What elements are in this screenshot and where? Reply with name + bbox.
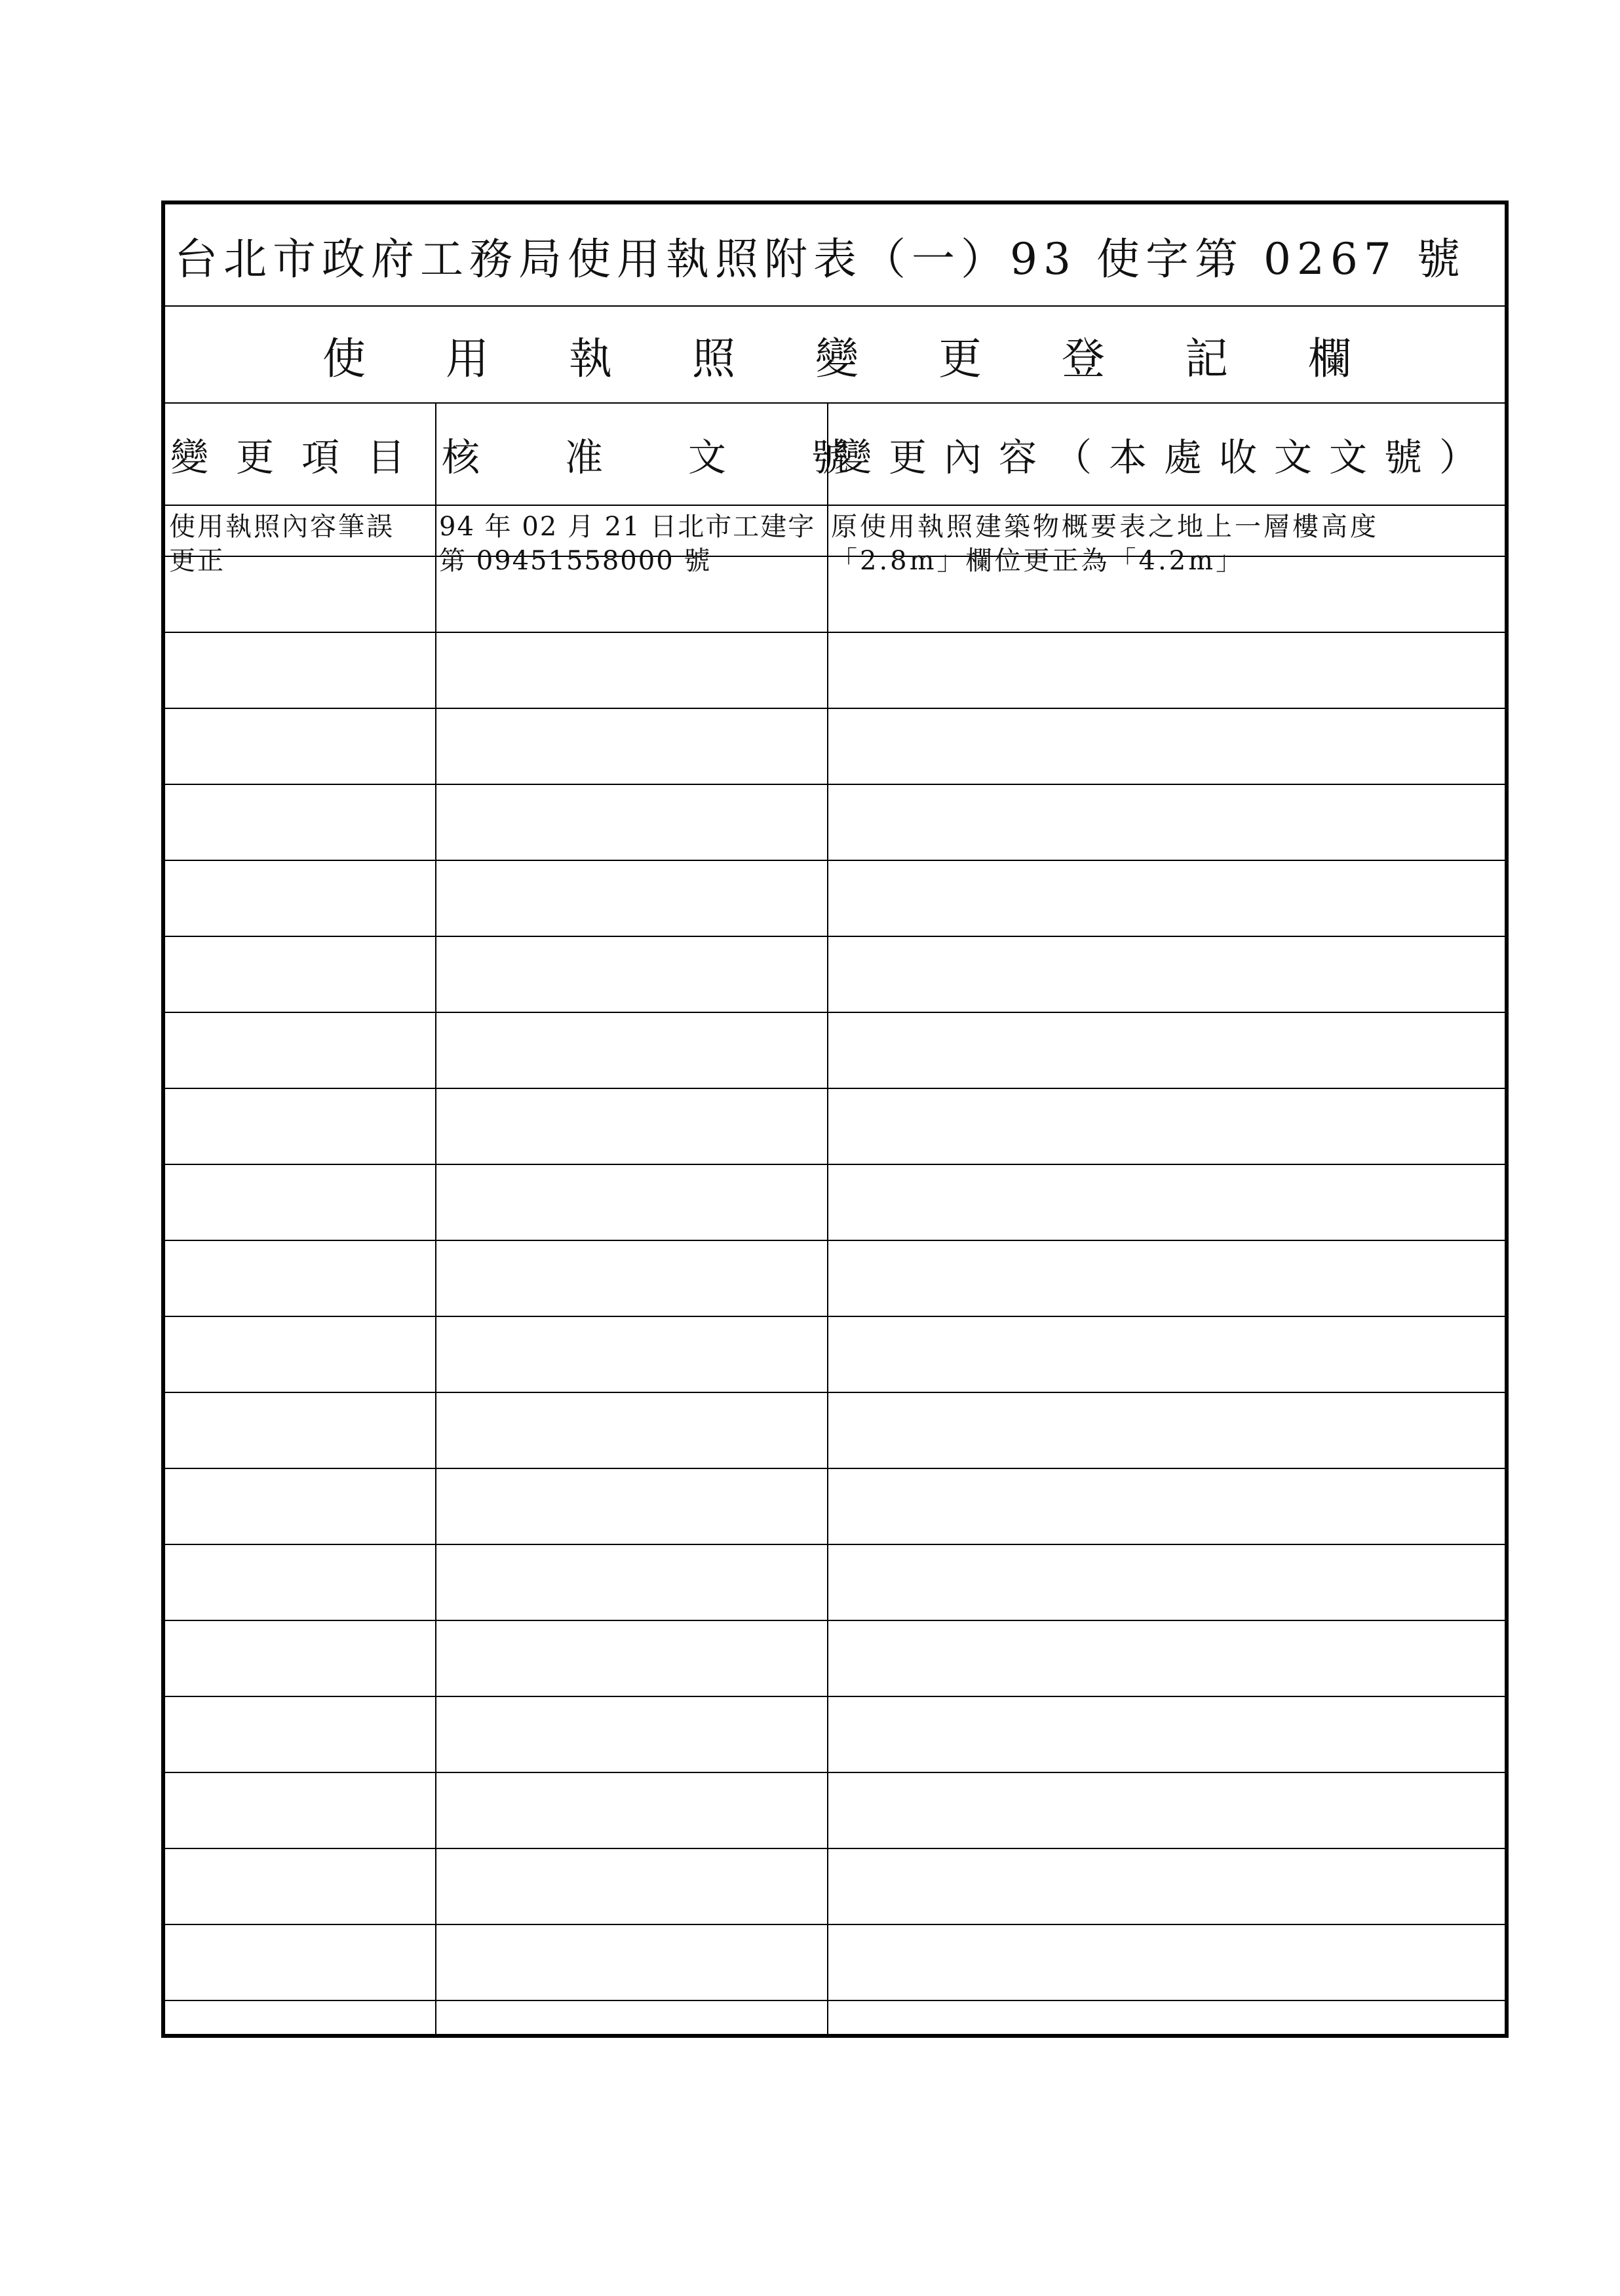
cell-approval-number — [435, 1165, 827, 1240]
cell-change-item: 使用執照內容筆誤 更正 — [169, 512, 395, 576]
cell-change-item — [165, 633, 435, 708]
cell-change-item — [165, 1393, 435, 1468]
column-header-change-item: 變更項目 — [170, 435, 433, 480]
table-row — [165, 1545, 1505, 1621]
cell-change-item — [165, 1165, 435, 1240]
table-row — [165, 1317, 1505, 1393]
table-row — [165, 1773, 1505, 1849]
cell-approval-number — [435, 1773, 827, 1848]
cell-change-item — [165, 1925, 435, 2000]
table-row — [165, 506, 1505, 576]
table-row — [165, 1013, 1505, 1089]
table-row — [165, 633, 1505, 709]
cell-change-content — [827, 1925, 1505, 2000]
cell-change-item — [165, 1849, 435, 1924]
cell-change-item — [165, 1317, 435, 1392]
cell-change-content — [827, 1545, 1505, 1620]
cell-change-item — [165, 1773, 435, 1848]
cell-change-content — [827, 1165, 1505, 1240]
column-divider — [435, 404, 436, 2034]
table-row — [165, 1925, 1505, 2001]
column-header-approval-number: 核准文號 — [442, 435, 935, 480]
table-header — [165, 404, 1505, 506]
cell-change-content — [827, 557, 1505, 632]
cell-change-content — [827, 1773, 1505, 1848]
cell-approval-number — [435, 1013, 827, 1088]
table-row — [165, 861, 1505, 937]
table-row — [165, 1089, 1505, 1165]
table-row — [165, 785, 1505, 861]
cell-change-content — [827, 1089, 1505, 1164]
cell-change-content — [827, 1621, 1505, 1696]
cell-change-content — [827, 1849, 1505, 1924]
cell-change-item — [165, 861, 435, 936]
table-row — [165, 1697, 1505, 1773]
cell-change-content — [827, 1317, 1505, 1392]
cell-change-item — [165, 1697, 435, 1772]
cell-change-content — [827, 633, 1505, 708]
cell-approval-number — [435, 2001, 827, 2077]
cell-approval-number — [435, 557, 827, 632]
column-divider — [827, 404, 828, 2034]
cell-change-content — [827, 1013, 1505, 1088]
cell-approval-number — [435, 709, 827, 784]
cell-change-item — [165, 2001, 435, 2077]
cell-change-content — [827, 1469, 1505, 1544]
cell-approval-number — [435, 1545, 827, 1620]
cell-approval-number — [435, 1925, 827, 2000]
cell-change-content — [827, 1393, 1505, 1468]
table-row — [165, 2001, 1505, 2077]
cell-change-content — [827, 861, 1505, 936]
cell-change-item — [165, 709, 435, 784]
cell-change-item — [165, 1545, 435, 1620]
cell-change-item — [165, 1013, 435, 1088]
table-row — [165, 1165, 1505, 1241]
table-row — [165, 1469, 1505, 1545]
cell-change-item — [165, 1241, 435, 1316]
table-row — [165, 1393, 1505, 1469]
cell-approval-number — [435, 785, 827, 860]
table-row — [165, 1849, 1505, 1925]
cell-change-content — [827, 1241, 1505, 1316]
cell-approval-number — [435, 1697, 827, 1772]
cell-change-item — [165, 1469, 435, 1544]
cell-change-content — [827, 2001, 1505, 2077]
table-row — [165, 1241, 1505, 1317]
cell-change-content: 原使用執照建築物概要表之地上一層樓高度 「2.8m」欄位更正為「4.2m」 — [831, 512, 1379, 576]
cell-change-content — [827, 785, 1505, 860]
cell-change-content — [827, 937, 1505, 1012]
registration-form — [161, 201, 1509, 2038]
table-row — [165, 709, 1505, 785]
cell-approval-number: 94 年 02 月 21 日北市工建字 第 09451558000 號 — [439, 512, 816, 576]
cell-approval-number — [435, 1621, 827, 1696]
cell-approval-number — [435, 633, 827, 708]
document-title: 台北市政府工務局使用執照附表（一）93 使字第 0267 號 — [165, 204, 1505, 307]
table-row — [165, 557, 1505, 633]
cell-change-item — [165, 785, 435, 860]
cell-change-content — [827, 1697, 1505, 1772]
cell-approval-number — [435, 1241, 827, 1316]
cell-approval-number — [435, 1089, 827, 1164]
cell-change-item — [165, 1621, 435, 1696]
cell-change-item — [165, 937, 435, 1012]
cell-change-content — [827, 709, 1505, 784]
column-header-change-content: 變更內容（本處收文文號） — [834, 435, 1495, 480]
cell-change-item — [165, 1089, 435, 1164]
cell-approval-number — [435, 1393, 827, 1468]
table-row — [165, 1621, 1505, 1697]
cell-approval-number — [435, 1317, 827, 1392]
section-title: 使用執照變更登記欄 — [165, 307, 1505, 404]
cell-change-item — [165, 557, 435, 632]
cell-approval-number — [435, 1849, 827, 1924]
table-row — [165, 937, 1505, 1013]
cell-approval-number — [435, 1469, 827, 1544]
cell-approval-number — [435, 937, 827, 1012]
cell-approval-number — [435, 861, 827, 936]
